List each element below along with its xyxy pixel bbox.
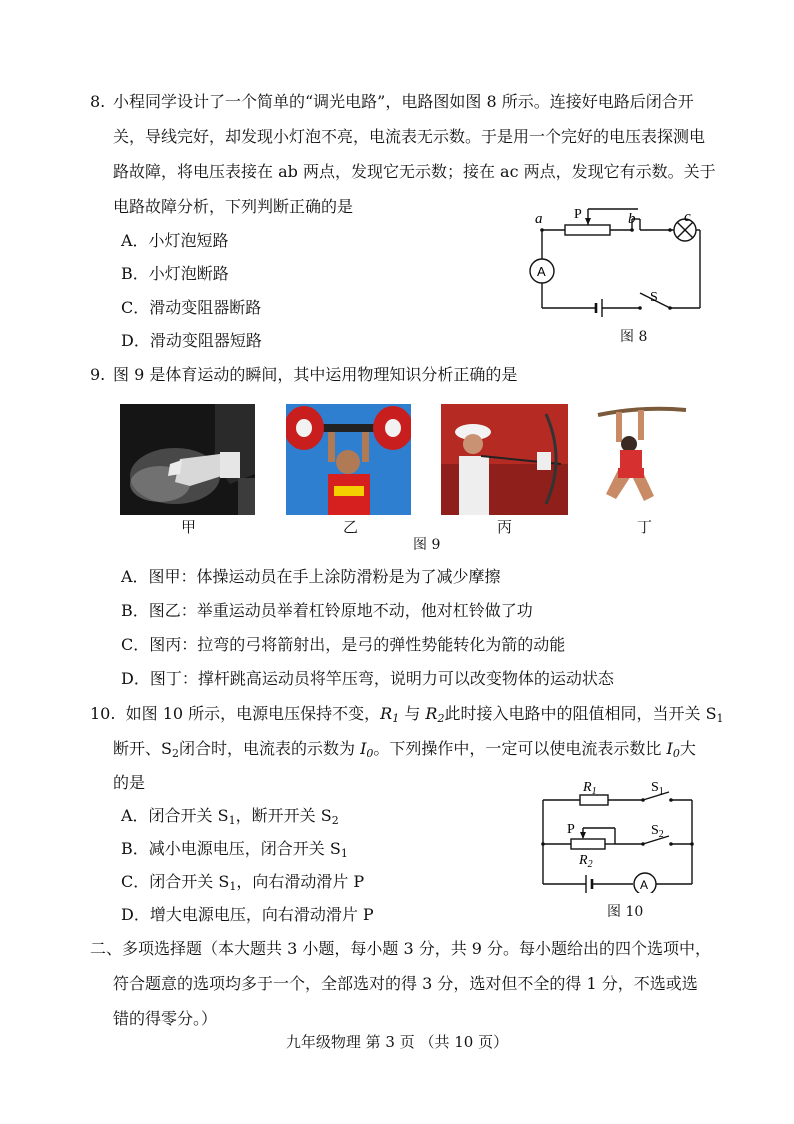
q10-number: 10. bbox=[90, 704, 116, 723]
label-s: S bbox=[650, 290, 658, 305]
q10-line1-part-a: 如图 10 所示，电源电压保持不变， bbox=[125, 704, 381, 723]
q10-line2-part-d: 大 bbox=[679, 739, 696, 758]
q8-stem-line-1: 小程同学设计了一个简单的“调光电路”，电路图如图 8 所示。连接好电路后闭合开 bbox=[113, 92, 694, 111]
q8-stem-line-2: 关，导线完好，却发现小灯泡不亮，电流表无示数。于是用一个完好的电压表探测电 bbox=[113, 127, 706, 146]
q10-option-c: C．闭合开关 $S_1$，向右滑动滑片 P bbox=[121, 872, 365, 893]
section-2-heading-line-3: 错的得零分。） bbox=[113, 1009, 218, 1028]
var-r2: $R_2$ bbox=[425, 704, 445, 725]
q10-option-d: D．增大电源电压，向右滑动滑片 P bbox=[121, 905, 374, 924]
photo-label-ding: 丁 bbox=[637, 518, 653, 536]
q10-option-a: A．闭合开关 $S_1$，断开开关 $S_2$ bbox=[121, 806, 339, 827]
q10-stem-line-1 bbox=[90, 704, 724, 724]
q9-option-a: A．图甲：体操运动员在手上涂防滑粉是为了减少摩擦 bbox=[121, 567, 501, 586]
figure-8-circuit bbox=[520, 205, 705, 320]
q10-line2-part-a: 断开、 bbox=[113, 739, 162, 758]
opt-c-s1: $S_1$ bbox=[218, 872, 237, 893]
figure-9-caption: 图 9 bbox=[413, 537, 441, 553]
q10-stem-line-2 bbox=[113, 739, 696, 759]
label-p: P bbox=[567, 822, 575, 837]
section-2-heading-line-2: 符合题意的选项均多于一个，全部选对的得 3 分，选对但不全的得 1 分，不选或选 bbox=[113, 974, 698, 993]
q10-line1-part-b: 与 bbox=[404, 704, 421, 723]
q8-option-a: A．小灯泡短路 bbox=[121, 231, 229, 250]
var-i0: $I_0$ bbox=[360, 739, 374, 760]
figure-10-circuit bbox=[535, 778, 700, 893]
page-footer: 九年级物理 第 3 页 （共 10 页） bbox=[285, 1033, 509, 1051]
label-b: b bbox=[628, 211, 636, 227]
photo-pole-vaulter-icon bbox=[596, 404, 689, 515]
photo-label-jia: 甲 bbox=[181, 518, 197, 536]
q10-option-b: B．减小电源电压，闭合开关 $S_1$ bbox=[121, 839, 348, 860]
q10-line1-part-c: 此时接入电路中的阻值相同，当开关 bbox=[444, 704, 701, 723]
q8-option-b: B．小灯泡断路 bbox=[121, 264, 229, 283]
q9-number: 9. bbox=[90, 365, 106, 384]
opt-b-s1: $S_1$ bbox=[329, 839, 348, 860]
label-p: P bbox=[574, 207, 582, 222]
opt-a-s1: $S_1$ bbox=[217, 806, 236, 827]
photo-label-bing: 丙 bbox=[497, 518, 513, 536]
q10-line2-part-c: 。下列操作中，一定可以使电流表示数比 bbox=[373, 739, 662, 758]
section-2-heading-line-1: 二、多项选择题（本大题共 3 小题，每小题 3 分，共 9 分。每小题给出的四个选项中， bbox=[90, 939, 712, 958]
photo-label-yi: 乙 bbox=[343, 518, 359, 536]
ammeter-label: A bbox=[537, 264, 546, 279]
label-r1: $R_1$ bbox=[583, 780, 597, 797]
figure-10-caption: 图 10 bbox=[607, 904, 644, 920]
q10-line2-part-b: 闭合时，电流表的示数为 bbox=[178, 739, 355, 758]
opt-a-s2: $S_2$ bbox=[320, 806, 339, 827]
photo-archer-icon bbox=[441, 404, 568, 515]
photo-gymnast-chalk-icon bbox=[120, 404, 255, 515]
var-i0-2: $I_0$ bbox=[666, 739, 680, 760]
label-s1: $S_1$ bbox=[651, 780, 664, 797]
q9-option-c: C．图丙：拉弯的弓将箭射出，是弓的弹性势能转化为箭的动能 bbox=[121, 635, 566, 654]
var-s2: $S_2$ bbox=[161, 739, 179, 760]
ammeter-label: A bbox=[640, 878, 649, 892]
q8-stem-line-4: 电路故障分析，下列判断正确的是 bbox=[113, 197, 354, 216]
label-c: c bbox=[684, 209, 691, 225]
q8-option-c: C．滑动变阻器断路 bbox=[121, 298, 262, 317]
label-a: a bbox=[535, 211, 543, 227]
var-s1: $S_1$ bbox=[705, 704, 724, 725]
q10-stem-line-3: 的是 bbox=[113, 773, 146, 792]
label-r2: $R_2$ bbox=[579, 853, 593, 870]
q9-stem: 图 9 是体育运动的瞬间，其中运用物理知识分析正确的是 bbox=[113, 365, 518, 384]
var-r1: $R_1$ bbox=[380, 704, 400, 725]
q9-option-b: B．图乙：举重运动员举着杠铃原地不动，他对杠铃做了功 bbox=[121, 601, 533, 620]
figure-8-caption: 图 8 bbox=[620, 329, 648, 345]
q8-stem-line-3: 路故障，将电压表接在 ab 两点，发现它无示数；接在 ac 两点，发现它有示数。关于 bbox=[113, 162, 716, 181]
q9-option-d: D．图丁：撑杆跳高运动员将竿压弯，说明力可以改变物体的运动状态 bbox=[121, 669, 614, 688]
q8-number: 8. bbox=[90, 92, 106, 111]
label-s2: $S_2$ bbox=[651, 823, 664, 840]
photo-weightlifter-icon bbox=[286, 404, 411, 515]
q8-option-d: D．滑动变阻器短路 bbox=[121, 331, 262, 350]
